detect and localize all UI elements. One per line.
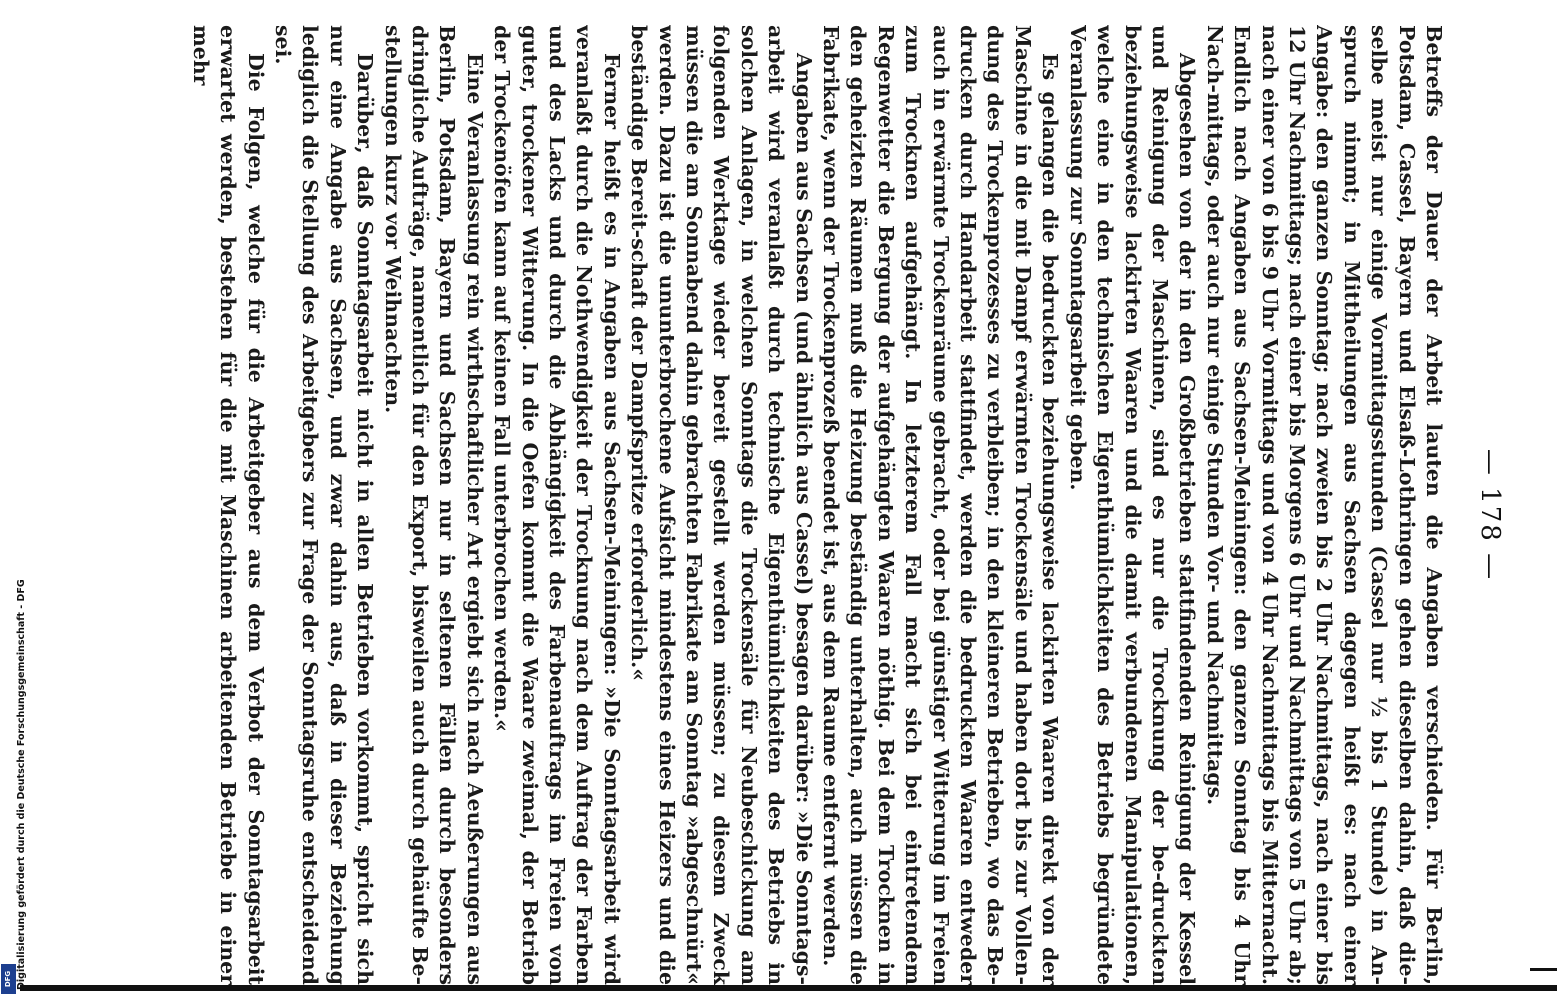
paragraph: Betreffs der Dauer der Arbeit lauten die Angaben verschieden. Für Berlin, Potsdam, Cassel, Bayern und Elsaß-Lothringen gehen dieselben dahin, daß die-selbe meist nur einige Vormittagsstunden (Cassel nur ½ bis 1 Stunde) in An-spruch nimmt; in Mittheilungen aus Sachsen dagegen heißt es: nach einer Angabe: den ganzen Sonntag; nach zweien bis 2 Uhr Nachmittags, nach einer bis 12 Uhr Nachmittags; nach einer bis Morgens 6 Uhr und Nachmittags von 5 Uhr ab; nach einer von 6 bis 9 Uhr Vormittags und von 4 Uhr Nachmittags bis Mitternacht. Endlich nach Angaben aus Sachsen-Meiningen: den ganzen Sonntag bis 4 Uhr Nach-mittags, oder auch nur einige Stunden Vor- und Nachmittags. xyxy=(1202,25,1446,985)
paragraph: Darüber, daß Sonntagsarbeit nicht in allen Betrieben vorkommt, spricht sich nur eine Angabe aus Sachsen, und zwar dahin aus, daß in dieser Beziehung lediglich die Stellung des Arbeitgebers zur Frage der Sonntagsruhe entscheidend sei. xyxy=(270,25,378,985)
attribution-strip xyxy=(0,0,27,1000)
rotated-page xyxy=(155,25,1505,985)
paragraph: Die Folgen, welche für die Arbeitgeber aus dem Verbot der Sonntagsarbeit erwartet werden, bestehen für die mit Maschinen arbeitenden Betriebe in einer mehr xyxy=(188,25,268,985)
paragraph: Angaben aus Sachsen (und ähnlich aus Cassel) besagen darüber: »Die Sonntags-arbeit wird veranlaßt durch technische Eigenthümlichkeiten des Betriebs in solchen Anlagen, in welchen Sonntags die Trockensäle für Neubeschickung am folgenden Werktage wieder bereit gestellt werden müssen; zu diesem Zweck müssen die am Sonnabend dahin gebrachten Fabrikate am Sonntag »abgeschnürt« werden. Dazu ist die ununterbrochene Aufsicht mindestens eines Heizers und die beständige Bereit-schaft der Dampfspritze erforderlich.« xyxy=(627,25,816,985)
page-body xyxy=(167,25,1447,985)
paragraph: Abgesehen von der in den Großbetrieben stattfindenden Reinigung der Kessel und Reinigung der Maschinen, sind es nur die Trocknung der be-druckten beziehungsweise lackirten Waaren und die damit verbundenen Manipulationen, welche eine in den technischen Eigenthümlichkeiten des Betriebs begründete Veranlassung zur Sonntagsarbeit geben. xyxy=(1065,25,1200,985)
edge-rule xyxy=(1530,968,1557,971)
paragraph: Ferner heißt es in Angaben aus Sachsen-Meiningen: »Die Sonntagsarbeit wird veranlaßt durch die Nothwendigkeit der Trocknung nach dem Auftrag der Farben und des Lacks und durch die Abhängigkeit des Farbenauftrags im Freien von guter, trockener Witterung. In die Oefen kommt die Waare zweimal, der Betrieb der Trockenöfen kann auf keinen Fall unterbrochen werden.« xyxy=(490,25,624,985)
paragraph: Eine Veranlassung rein wirthschaftlicher Art ergiebt sich nach Aeußerungen aus Berlin, Potsdam, Bayern und Sachsen nur in seltenen Fällen durch besonders dringliche Aufträge, namentlich für den Export, bisweilen auch durch gehäufte Be-stellungen kurz vor Weihnachten. xyxy=(380,25,487,985)
attribution-text: Digitalisierung gefördert durch die Deutsche Forschungsgemeinschaft - DFG xyxy=(16,579,27,990)
bottom-rule xyxy=(20,985,1557,991)
dfg-logo-icon xyxy=(1,964,16,994)
paragraph: Es gelangen die bedruckten beziehungsweise lackirten Waaren direkt von der Maschine in die mit Dampf erwärmten Trockensäle und haben dort bis zur Vollen-dung des Trockenprozesses zu verbleiben; in den kleineren Betrieben, wo das Be-drucken durch Handarbeit stattfindet, werden die bedruckten Waaren entweder auch in erwärmte Trockenräume gebracht, oder bei günstiger Witterung im Freien zum Trocknen aufgehängt. In letzterem Fall macht sich bei eintretendem Regenwetter die Bergung der aufgehängten Waaren nöthig. Bei dem Trocknen in den geheizten Räumen muß die Heizung beständig unterhalten, auch müssen die Fabrikate, wenn der Trockenprozeß beendet ist, aus dem Raume entfernt werden. xyxy=(819,25,1063,985)
page-number: — 178 — xyxy=(1475,448,1505,582)
dfg-logo-label: DFG xyxy=(4,970,13,988)
